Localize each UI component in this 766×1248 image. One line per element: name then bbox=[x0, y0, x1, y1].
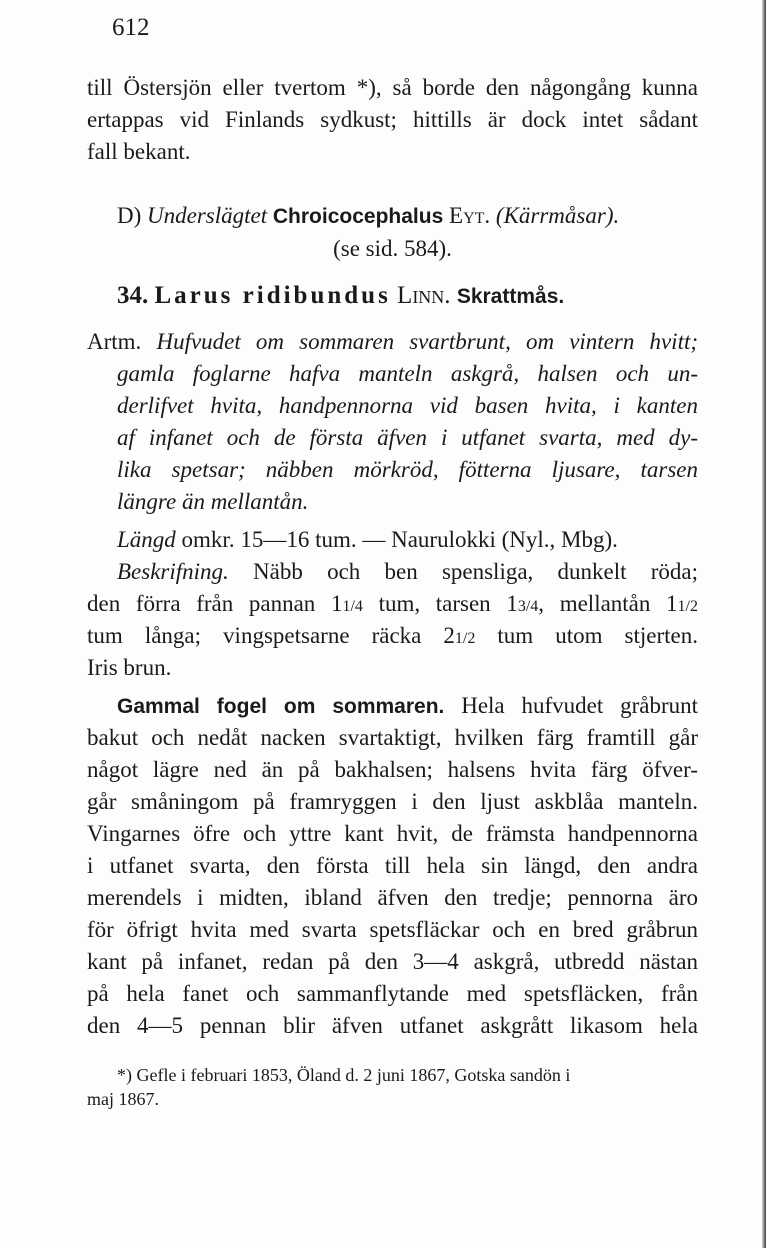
fraction-half: 1/2 bbox=[677, 598, 698, 615]
gammal-line-10: på hela fanet och sammanflytande med spetsfläcken, från bbox=[87, 981, 698, 1006]
subgenus-name: Chroicocephalus bbox=[272, 205, 444, 228]
langd-line bbox=[117, 524, 698, 556]
footnote-line-2: maj 1867. bbox=[87, 1089, 159, 1109]
subgenus-ref: (se sid. 584). bbox=[333, 236, 452, 261]
gammal-line-11: den 4—5 pennan blir äfven utfanet askgrått likasom hela bbox=[87, 1013, 698, 1038]
fraction-three-quarters: 3/4 bbox=[517, 598, 539, 615]
intro-line-3: fall bekant. bbox=[87, 139, 191, 164]
gammal-line-3: något lägre ned än på bakhalsen; halsens hvita färg öfver- bbox=[87, 757, 698, 782]
gammal-line-1 bbox=[117, 690, 698, 723]
subgenus-common: (Kärrmåsar). bbox=[495, 203, 620, 228]
artm-line-1 bbox=[87, 326, 698, 358]
beskrifning-text-3a: tum långa; vingspetsarne räcka 2 bbox=[87, 623, 455, 648]
artm-text-5: lika spetsar; näbben mörkröd, fötterna ljusare, tarsen bbox=[117, 457, 698, 482]
gammal-line-4: går småningom på framryggen i den ljust askblåa manteln. bbox=[87, 789, 698, 814]
beskrifning-text-2b: tum, tarsen 1 bbox=[378, 591, 518, 616]
artm-text-6: längre än mellantån. bbox=[117, 489, 309, 514]
subgenus-prefix: D) bbox=[117, 203, 142, 228]
fraction-quarter: 1/4 bbox=[342, 598, 363, 615]
artm-line-4 bbox=[117, 422, 698, 454]
page-number: 612 bbox=[112, 14, 150, 41]
subgenus-label: Underslägtet bbox=[147, 203, 268, 228]
langd-text: omkr. 15—16 tum. — Naurulokki (Nyl., Mbg). bbox=[181, 527, 618, 552]
gammal-line-9: kant på infanet, redan på den 3—4 askgrå, utbredd nästan bbox=[87, 949, 698, 974]
gammal-line-8: för öfrigt hvita med svarta spetsfläckar och en bred gråbrun bbox=[87, 917, 698, 942]
page-edge-shadow bbox=[762, 0, 766, 1248]
beskrifning-line-1 bbox=[117, 556, 698, 588]
artm-text-2: gamla foglarne hafva manteln askgrå, halsen och un- bbox=[117, 361, 698, 386]
species-common: Skrattmås. bbox=[456, 285, 565, 308]
artm-line-5 bbox=[117, 454, 698, 486]
subgenus-author: Eyt. bbox=[449, 203, 491, 228]
artm-text-3: derlifvet hvita, handpennorna vid basen hvita, i kanten bbox=[117, 393, 698, 418]
gammal-line-6: i utfanet svarta, den första till hela sin längd, den andra bbox=[87, 853, 698, 878]
beskrifning-line-4: Iris brun. bbox=[87, 655, 172, 680]
artm-label: Artm. bbox=[87, 329, 142, 354]
species-author: Linn. bbox=[397, 282, 451, 309]
intro-line-2: ertappas vid Finlands sydkust; hittills är dock intet sådant bbox=[87, 107, 698, 132]
beskrifning-line-2 bbox=[87, 588, 698, 623]
subgenus-heading bbox=[117, 200, 717, 233]
beskrifning-text-2c: , mellantån 1 bbox=[538, 591, 678, 616]
langd-label: Längd bbox=[117, 527, 176, 552]
artm-text-4: af infanet och de första äfven i utfanet svarta, med dy- bbox=[117, 425, 698, 450]
footnote-line-1: *) Gefle i februari 1853, Öland d. 2 juni 1867, Gotska sandön i bbox=[117, 1065, 571, 1085]
beskrifning-text-2a: den förra från pannan 1 bbox=[87, 591, 343, 616]
artm-line-6 bbox=[117, 486, 698, 518]
gammal-line-7: merendels i midten, ibland äfven den tredje; pennorna äro bbox=[87, 885, 698, 910]
fraction-half-2: 1/2 bbox=[454, 630, 476, 647]
gammal-line-5: Vingarnes öfre och yttre kant hvit, de främsta handpennorna bbox=[87, 821, 698, 846]
artm-text-1: Hufvudet om sommaren svartbrunt, om vintern hvitt; bbox=[156, 329, 699, 354]
species-number: 34. bbox=[117, 282, 149, 309]
intro-line-1: till Östersjön eller tvertom *), så borde den någongång kunna bbox=[87, 75, 698, 100]
gammal-label: Gammal fogel om sommaren. bbox=[117, 695, 445, 718]
species-heading bbox=[117, 280, 717, 313]
beskrifning-line-3 bbox=[87, 620, 698, 655]
artm-line-2 bbox=[117, 358, 698, 390]
beskrifning-label: Beskrifning. bbox=[117, 559, 229, 584]
gammal-line-2: bakut och nedåt nacken svartaktigt, hvilken färg framtill går bbox=[87, 725, 698, 750]
artm-line-3 bbox=[117, 390, 698, 422]
beskrifning-text-1: Näbb och ben spensliga, dunkelt röda; bbox=[253, 559, 698, 584]
beskrifning-text-3b: tum utom stjerten. bbox=[497, 623, 698, 648]
species-name: Larus ridibundus bbox=[154, 282, 391, 309]
gammal-text-1: Hela hufvudet gråbrunt bbox=[461, 693, 698, 718]
